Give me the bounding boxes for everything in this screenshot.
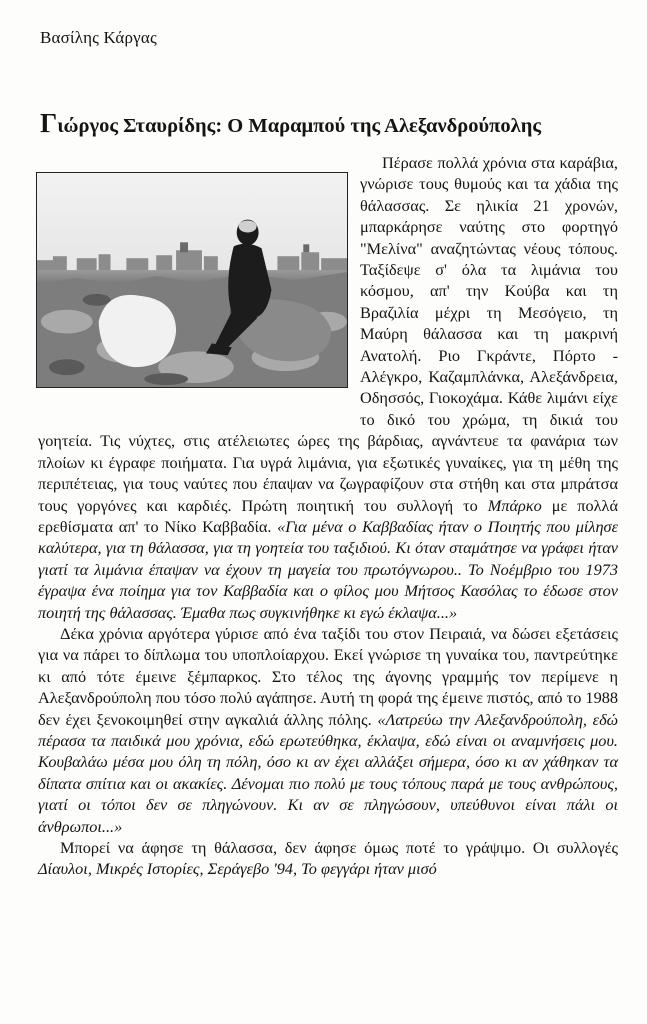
paragraph-1-text: Πέρασε πολλά χρόνια στα καράβια, γνώρισε τους θυμούς και τα χάδια της θάλασσας. Σε ηλικία 21 χρονών, μπαρκάρησε ναύτης στο φορτηγό "Μελίνα" αναζητώντας νέους τόπους. Ταξίδεψε σ' όλα τα λιμάνια του κόσμου, απ' την Κούβα και τη Βραζιλία μέχρι τη Μεσόγειο, τη Μαύρη θάλασσα και τη μακρινή Ανατολή. Ριο Γκράντε, Πόρτο - Αλέγκρο, Καζαμπλάνκα, Αλεξάνδρεια, Οδησσός, Γιοκοχάμα. Κάθε λιμάνι είχε το δικό του χρώμα, τη δικιά του γοητεία. Τις νύχτες, στις ατέλειωτες ώρες της βάρδιας, αγνάντευε τα φανάρια των πλοίων κι έγραφε ποιήματα. Για υγρά λιμάνια, για εξωτικές γυναίκες, για τη μέθη της περιπέτειας, για τους ναύτες που έπαψαν να ζωγραφίζουν στα στήθη και στα μπράτσα τους γοργόνες και καρδιές. Πρώτη ποιητική του συλλογή το	[38, 153, 618, 515]
paragraph-2	[38, 623, 618, 837]
paragraph-2-text: Δέκα χρόνια αργότερα γύρισε από ένα ταξίδι του στον Πειραιά, να δώσει εξετάσεις για να πάρει το δίπλωμα του υποπλοίαρχου. Εκεί γνώρισε τη γυναίκα του, παντρεύτηκε κι από τότε έμεινε ξέμπαρκος. Στο τέλος της άγονης γραμμής τον περίμενε η Αλεξανδρούπολη που τόσο πολύ αγάπησε. Αυτή τη φορά της έμεινε πιστός, από το 1988 δεν έχει ξενοκοιμηθεί στην αγκαλιά άλλης πόλης.	[38, 623, 618, 729]
paragraph-1-quote: «Για μένα ο Καββαδίας ήταν ο Ποιητής που μίλησε καλύτερα, για τη θάλασσα, για τη γοητεία του ταξιδιού. Κι όταν σταμάτησε να γράφει ήταν γιατί τα λιμάνια έπαψαν να έχουν τη μαγεία του πρωτόγνωρου.. Το Νοέμβριο του 1973 έγραψα ένα ποίημα για τον Καββαδία και ο φίλος μου Μήτσος Κασόλας το έδωσε στον ποιητή της θάλασσας. Έμαθα πως συγκινήθηκε κι εγώ έκλαψα...»	[38, 516, 618, 622]
article-title	[40, 110, 620, 138]
paragraph-3-text: Μπορεί να άφησε τη θάλασσα, δεν άφησε όμως ποτέ το γράψιμο. Οι συλλογές	[60, 838, 618, 857]
paragraph-1-text-cont: με πολλά ερεθίσματα απ' το Νίκο Καββαδία.	[38, 495, 618, 536]
paragraph-3	[38, 837, 618, 880]
article-body	[38, 152, 618, 880]
title-initial: Γ	[40, 108, 58, 138]
title-text: ιώργος Σταυρίδης: Ο Μαραμπού της Αλεξανδρούπολης	[57, 115, 541, 137]
running-header-author: Βασίλης Κάργας	[40, 28, 157, 47]
paragraph-2-quote: «Λατρεύω την Αλεξανδρούπολη, εδώ πέρασα τα παιδικά μου χρόνια, εδώ ερωτεύθηκα, έκλαψα, εδώ είναι οι αναμνήσεις μου. Κουβαλάω μέσα μου όλη τη πόλη, όσο κι αν έχει αλλάξει σήμερα, όσο κι αν χάθηκαν τα δίπατα σπίτια και οι ακακίες. Δένομαι πιο πολύ με τους τόπους παρά με τους ανθρώπους, γιατί οι τόποι δεν σε πληγώνουν. Κι αν σε πληγώσουν, υπεύθυνοι είναι πάλι οι άνθρωποι...»	[38, 709, 618, 836]
paragraph-1-book-title: Μπάρκο	[487, 495, 542, 515]
paragraph-3-book-titles: Δίαυλοι, Μικρές Ιστορίες, Σεράγεβο '94, Το φεγγάρι ήταν μισό	[38, 859, 437, 879]
photo-wrap-spacer	[38, 172, 360, 412]
